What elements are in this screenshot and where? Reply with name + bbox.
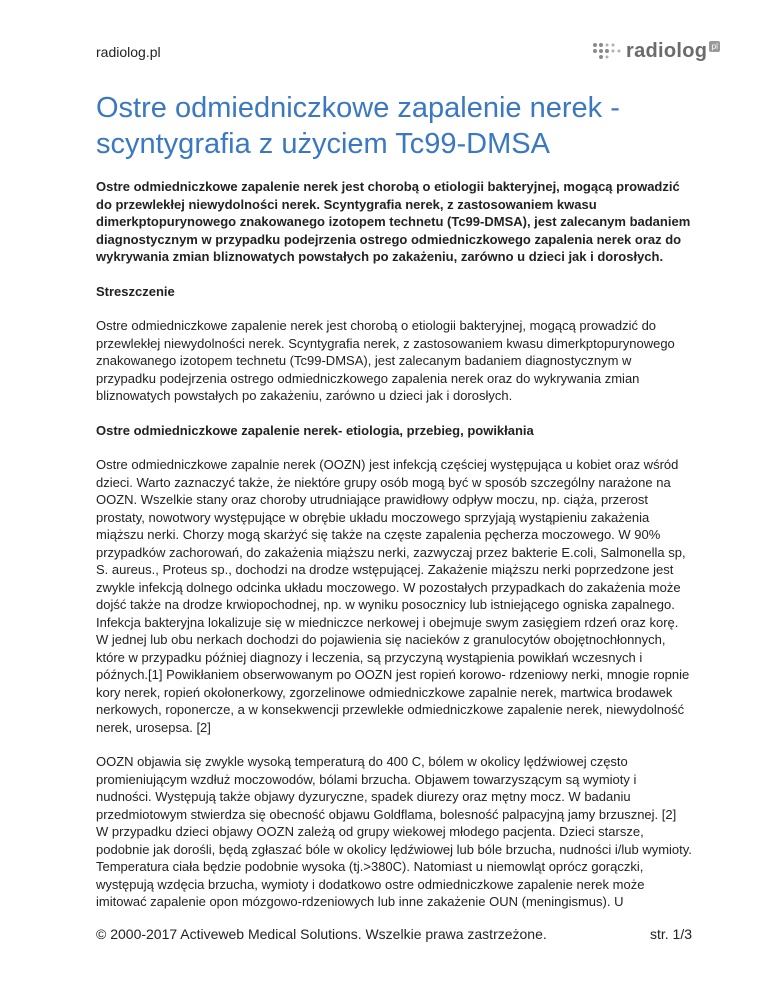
section-heading: Ostre odmiedniczkowe zapalenie nerek- etiologia, przebieg, powikłania xyxy=(96,422,534,438)
page-title: Ostre odmiedniczkowe zapalenie nerek - scyntygrafia z użyciem Tc99-DMSA xyxy=(96,92,620,160)
logo-text: radiolog xyxy=(626,39,708,62)
page-number: str. 1/3 xyxy=(649,926,692,942)
article-body xyxy=(96,178,692,928)
summary-paragraph: Ostre odmiedniczkowe zapalenie nerek jest chorobą o etiologii bakteryjnej, mogącą prowadzić do przewlekłej niewydolności nerek. Scyntygrafia nerek, z zastosowaniem kwasu dimerkptopurynowego znakowanego izotopem technetu (Tc99-DMSA), jest zalecanym badaniem diagnostycznym w przypadku podejrzenia ostrego odmiedniczkowego zapalenia nerek oraz do wykrywania zmian bliznowatych powstałych po zakażeniu, zarówno u dzieci jak i dorosłych. xyxy=(96,318,675,403)
site-url: radiolog.pl xyxy=(96,44,161,60)
logo xyxy=(592,38,720,64)
lead-paragraph: Ostre odmiedniczkowe zapalenie nerek jest chorobą o etiologii bakteryjnej, mogącą prowadzić do przewlekłej niewydolności nerek. Scyntygrafia nerek, z zastosowaniem kwasu dimerkptopurynowego znakowanego izotopem technetu (Tc99-DMSA), jest zalecanym badaniem diagnostycznym w przypadku podejrzenia ostrego odmiedniczkowego zapalenia nerek oraz do wykrywania zmian bliznowatych powstałych po zakażeniu, zarówno u dzieci jak i dorosłych. xyxy=(96,179,691,264)
dots-logo-icon xyxy=(592,41,622,61)
copyright: © 2000-2017 Activeweb Medical Solutions. Wszelkie prawa zastrzeżone. xyxy=(96,926,547,942)
summary-heading: Streszczenie xyxy=(96,283,175,299)
section-paragraph-2: OOZN objawia się zwykle wysoką temperaturą do 400 C, bólem w okolicy lędźwiowej często promieniującym wzdłuż moczowodów, bólami brzucha. Objawem towarzyszącym są wymioty i nudności. Występują także objawy dyzuryczne, spadek diurezy oraz mętny mocz. W badaniu przedmiotowym stwierdza się obecność objawu Goldflama, bolesność palpacyjną jamy brzusznej. [2] W przypadku dzieci objawy OOZN zależą od grupy wiekowej młodego pacjenta. Dzieci starsze, podobnie jak dorośli, będą zgłaszać bóle w okolicy lędźwiowej lub bóle brzucha, nudności i/lub wymioty. Temperatura ciała będzie podobnie wysoka (tj.>380C). Natomiast u niemowląt oprócz gorączki, występują wzdęcia brzucha, wymioty i dodatkowo ostre odmiedniczkowe zapalenie nerek może imitować zapalenie opon mózgowo-rdzeniowych lub inne zakażenie OUN (meningismus). U xyxy=(96,754,692,909)
logo-badge: pl xyxy=(709,41,720,52)
section-paragraph-1: Ostre odmiedniczkowe zapalnie nerek (OOZN) jest infekcją częściej występująca u kobiet oraz wśród dzieci. Warto zaznaczyć także, że niektóre grupy osób mogą być w sposób szczególny narażone na OOZN. Wszelkie stany oraz choroby utrudniające prawidłowy odpływ moczu, np. ciąża, przerost prostaty, nowotwory występujące w obrębie układu moczowego sprzyjają wystąpieniu zakażenia miąższu nerki. Chorzy mogą skarżyć się także na częste zapalenia pęcherza moczowego. W 90% przypadków zachorowań, do zakażenia miąższu nerki, zazwyczaj przez bakterie E.coli, Salmonella sp, S. aureus., Proteus sp., dochodzi na drodze wstępującej. Zakażenie miąższu nerki poprzedzone jest zwykle infekcją dolnego odcinka układu moczowego. W pozostałych przypadkach do zakażenia może dojść także na drodze krwiopochodnej, np. w wyniku posocznicy lub istniejącego ogniska zapalnego. Infekcja bakteryjna lokalizuje się w miedniczce nerkowej i obejmuje swym zasięgiem rdzeń oraz korę. W jednej lub obu nerkach dochodzi do pojawienia się nacieków z granulocytów obojętnochłonnych, które w przypadku później diagnozy i leczenia, są przyczyną wystąpienia powikłań wczesnych i późnych.[1] Powikłaniem obserwowanym po OOZN jest ropień korowo- rdzeniowy nerki, mnogie ropnie kory nerek, ropień okołonerkowy, zgorzelinowe odmiedniczkowe zapalnie nerek, martwica brodawek nerkowych, roponercze, a w konsekwencji przewlekłe odmiedniczkowe zapalenie nerek, niewydolność nerek, urosepsa. [2] xyxy=(96,457,690,735)
